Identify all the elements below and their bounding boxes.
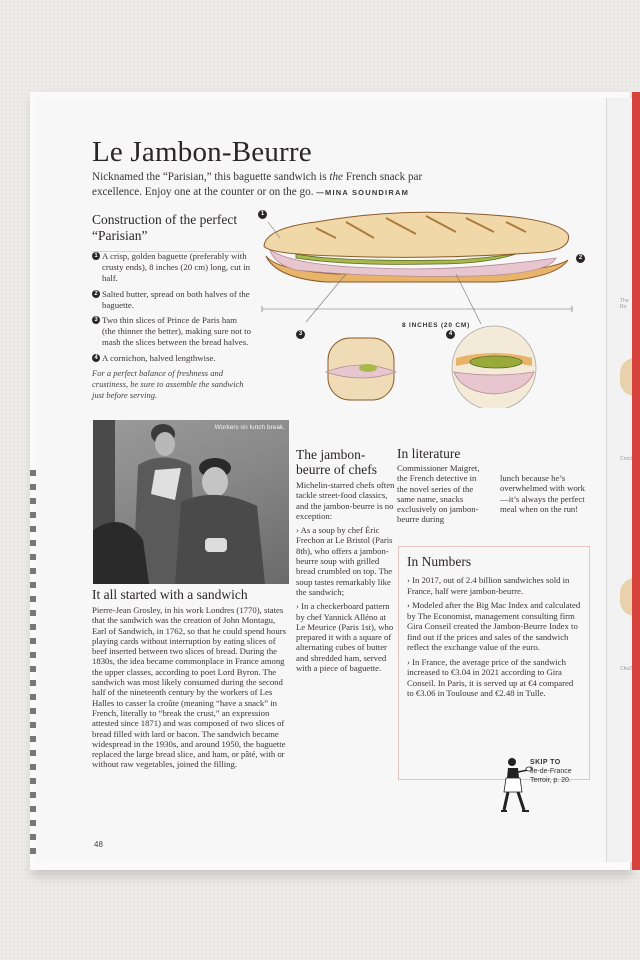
- history-heading: It all started with a sandwich: [92, 587, 248, 602]
- next-page-edge: [606, 98, 632, 862]
- numbers-heading: In Numbers: [407, 554, 472, 569]
- step-number-badge: 3: [92, 316, 100, 324]
- next-page-heading: CheZ: [620, 666, 632, 672]
- next-page-sandwich-illustration: [620, 358, 632, 396]
- assembly-tip: For a perfect balance of freshness and crustiness, be sure to assemble the sandwich just before serving.: [92, 367, 244, 400]
- literature-column-1: Commissioner Maigret, the French detective in the novel series of the same name, snacks exclusively on jambon-beurre during: [397, 463, 480, 525]
- intro-emphasis: the: [329, 171, 344, 183]
- workers-photo-icon: [93, 420, 289, 584]
- skip-label: SKIP TO: [530, 759, 561, 766]
- construction-steps: [92, 251, 252, 401]
- step-item: [92, 251, 252, 285]
- next-page-heading: The Ro: [620, 298, 629, 310]
- skip-page-ref: Terroir, p. 20.: [530, 777, 571, 784]
- page-number: 48: [94, 840, 103, 849]
- page-title: Le Jambon-Beurre: [92, 136, 312, 168]
- numbers-box: [398, 546, 590, 780]
- chefs-intro: Michelin-starred chefs often tackle street-food classics, and the jambon-beurre is no exception:: [296, 480, 395, 521]
- next-page-heading: Croct: [620, 456, 632, 462]
- step-number-badge: 2: [92, 290, 100, 298]
- chefs-item: › In a checkerboard pattern by chef Yannick Alléno at Le Meurice (Paris 1st), who prepared it with a square of alternating cubes of butter and shredded ham, served with a piece of baguette.: [296, 601, 394, 674]
- historical-photo: [93, 420, 289, 584]
- step-item: [92, 353, 252, 364]
- dimension-label: 8 INCHES (20 CM): [401, 322, 471, 329]
- skip-to-link[interactable]: [530, 758, 572, 785]
- chefs-item: › As a soup by chef Éric Frechon at Le Bristol (Paris 8th), who offers a jambon-beurre soup with grilled bread crumbled on top. The soup tastes remarkably like the sandwich;: [296, 525, 393, 597]
- literature-heading: In literature: [397, 446, 461, 461]
- intro-text: [92, 170, 472, 200]
- step-text: Two thin slices of Prince de Paris ham (the thinner the better), making sure not to mash the slices between the bread halves.: [102, 315, 252, 348]
- step-number-badge: 1: [92, 252, 100, 260]
- book-spine: [632, 92, 640, 870]
- photo-caption: Workers on lunch break.: [214, 424, 285, 431]
- numbers-item: › Modeled after the Big Mac Index and calculated by The Economist, management consulting firm Gira Conseil created the Jambon-Beurre Index to find out if the prices and sales of the sandwich reflect the exchange value of the euro.: [407, 600, 581, 652]
- literature-column-2: lunch because he’s overwhelmed with work—it’s always the perfect meal when on the run!: [500, 473, 585, 514]
- callout-badge-4: 4: [446, 330, 455, 339]
- intro-part: Nicknamed the “Parisian,” this baguette sandwich is: [92, 171, 330, 183]
- callout-badge-2: 2: [576, 254, 585, 263]
- history-body: Pierre-Jean Grosley, in his work Londres (1770), states that the sandwich was the creation of John Montagu, Earl of Sandwich, in 1762, so that he could spend hours playing cards without interruption by eating slices of beef inserted between two slices of bread. During the 1830s, the idea became commonplace in France among the upper classes, according to poet Lord Byron. The sandwich was most likely consumed during the second half of the nineteenth century by the workers of Les Halles to casser la croûte (meaning “have a snack” in French, literally to “break the crust,” an expression attested since 1871) and was composed of two slices of bread filled with lard or bacon. The sandwich became widespread in the 1930s, and around 1950, the baguette replaced the large bread slice, and ham, or pâté, with or without raw vegetables, joined the filling.: [92, 605, 286, 770]
- next-page-sandwich-illustration: [620, 578, 632, 616]
- step-text: A cornichon, halved lengthwise.: [102, 352, 216, 363]
- step-item: [92, 315, 252, 349]
- step-item: [92, 289, 252, 311]
- chefs-heading: The jambon-beurre of chefs: [296, 447, 377, 477]
- numbers-item: › In 2017, out of 2.4 billion sandwiches sold in France, half were jambon-beurre.: [407, 575, 570, 596]
- byline: —MINA SOUNDIRAM: [316, 188, 410, 197]
- step-text: Salted butter, spread on both halves of the baguette.: [102, 288, 250, 310]
- step-number-badge: 4: [92, 354, 100, 362]
- sandwich-illustration: [256, 208, 596, 408]
- callout-badge-1: 1: [258, 210, 267, 219]
- intro-part: French snack par excellence. Enjoy one at the counter or on the go.: [92, 171, 423, 198]
- baguette-drawing-icon: [256, 208, 596, 408]
- skip-destination: Île-de-France: [530, 768, 572, 775]
- callout-badge-3: 3: [296, 330, 305, 339]
- construction-heading: Construction of the perfect “Parisian”: [92, 212, 244, 252]
- numbers-item: › In France, the average price of the sandwich increased to €3.04 in 2021 according to Gira Conseil. In Paris, it is served up at €4 compared to €3.06 in Toulouse and €2.48 in Tulle.: [407, 656, 574, 698]
- chefs-body: [296, 480, 396, 677]
- step-text: A crisp, golden baguette (preferably with crusty ends), 8 inches (20 cm) long, cut in half.: [102, 251, 251, 284]
- book-page: [36, 98, 607, 862]
